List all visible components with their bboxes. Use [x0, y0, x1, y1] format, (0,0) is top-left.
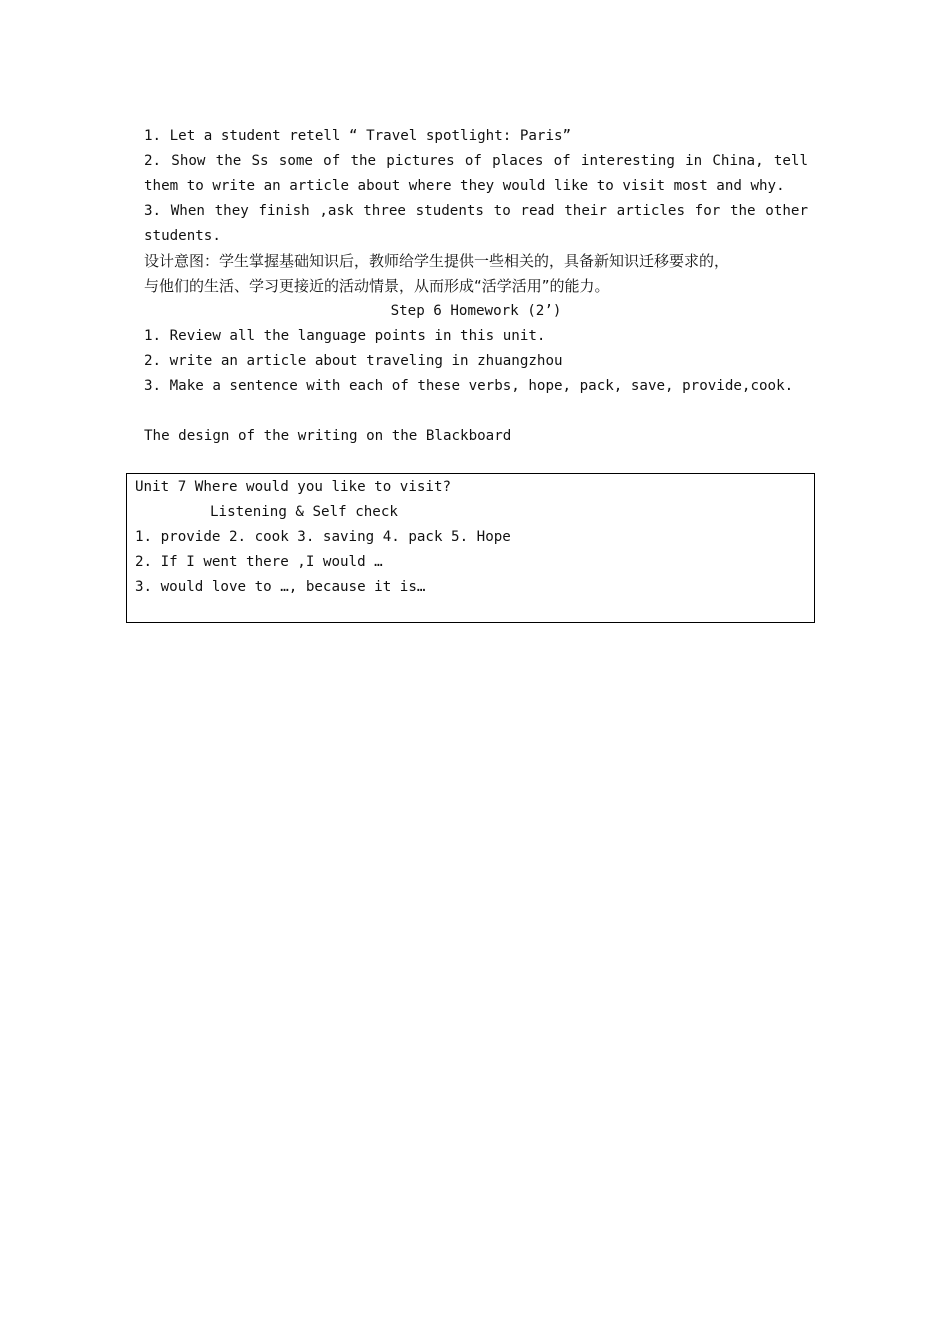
- blackboard-line-1: 1. provide 2. cook 3. saving 4. pack 5. Hope: [135, 529, 511, 545]
- design-intent-line-2: 与他们的生活、学习更接近的活动情景，从而形成“活学活用”的能力。: [144, 277, 610, 295]
- homework-item-2: 2. write an article about traveling in zhuangzhou: [144, 353, 563, 369]
- homework-heading: Step 6 Homework (2’): [390, 303, 562, 319]
- step-item-3-line-2: students.: [144, 228, 221, 244]
- blackboard-subtitle: Listening & Self check: [210, 504, 398, 520]
- step-item-2-line-1: 2. Show the Ss some of the pictures of places of interesting in China, tell: [144, 153, 808, 169]
- homework-item-3: 3. Make a sentence with each of these verbs, hope, pack, save, provide,cook.: [144, 378, 794, 394]
- spacer: [144, 399, 808, 424]
- step-item-3-line-1: 3. When they finish ,ask three students to read their articles for the other: [144, 203, 808, 219]
- homework-item-1: 1. Review all the language points in this unit.: [144, 328, 546, 344]
- document-body: [144, 124, 808, 449]
- step-item-2-line-2: them to write an article about where they would like to visit most and why.: [144, 178, 785, 194]
- blackboard-caption: The design of the writing on the Blackboard: [144, 428, 512, 444]
- blackboard-line-2: 2. If I went there ,I would …: [135, 554, 383, 570]
- step-item-1: 1. Let a student retell “ Travel spotlight: Paris”: [144, 128, 572, 144]
- blackboard-box: [126, 473, 815, 623]
- blackboard-line-3: 3. would love to …, because it is…: [135, 579, 426, 595]
- blackboard-title: Unit 7 Where would you like to visit?: [135, 479, 452, 495]
- design-intent-line-1: 设计意图：学生掌握基础知识后，教师给学生提供一些相关的，具备新知识迁移要求的，: [144, 252, 730, 270]
